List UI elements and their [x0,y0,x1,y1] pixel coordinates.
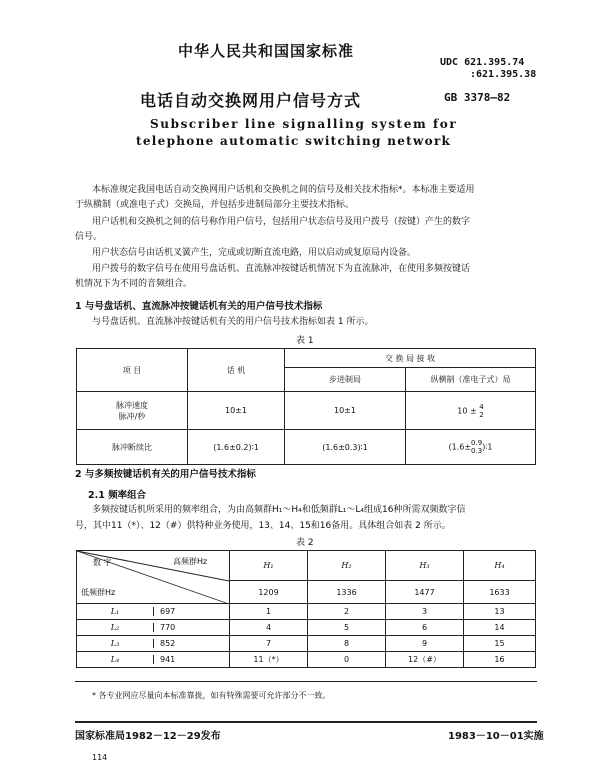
section-2-text-line2: 号，其中11（*）、12（#）供特种业务使用，13、14、15和16备用。具体组合如表 2 所示。 [75,521,451,531]
table-2-low-group-cell [77,636,230,652]
footnote: * 各专业网应尽量向本标准靠拢，如有特殊需要可允许部分不一致。 [92,691,331,700]
intro-paragraph-3: 用户状态信号由话机叉簧产生，完成或切断直流电路，用以启动或复原局内设备。 [92,248,417,258]
standard-organization: 中华人民共和国国家标准 [178,42,355,60]
table-2-h1-freq: 1209 [230,581,308,604]
table-2-low-group-cell [77,604,230,620]
digit-cell: 15 [464,636,536,652]
intro-paragraph-2-line2: 信号。 [75,232,103,242]
digit-cell: 4 [230,620,308,636]
table-1-header-crossbar: 纵横制（准电子式）局 [406,368,536,392]
document-title-english-line2: telephone automatic switching network [136,134,452,148]
digit-cell: 2 [308,604,386,620]
tolerance-plus: 0.9 [471,439,483,447]
table-1-pulse-speed-crossbar [406,392,536,430]
table-1-header-step-by-step: 步进制局 [285,368,406,392]
digit-cell: 7 [230,636,308,652]
corner-digit-label: 数 字 [93,558,112,567]
digit-cell: 1 [230,604,308,620]
table-2-h1-label: H₁ [230,551,308,581]
section-1-text: 与号盘话机、直流脉冲按键话机有关的用户信号技术指标如表 1 所示。 [92,317,374,327]
tolerance-plus: 4 [479,402,484,411]
table-1-caption: 表 1 [296,336,314,346]
table-2-h3-freq: 1477 [386,581,464,604]
digit-cell: 6 [386,620,464,636]
low-group-freq: 697 [160,607,176,616]
intro-paragraph-4-line2: 机情况下为不同的音频组合。 [75,279,193,289]
digit-cell: 8 [308,636,386,652]
gb-standard-number: GB 3378—82 [444,91,511,104]
page-number: 114 [92,753,108,762]
table-1-header-exchange: 交 换 局 接 收 [285,349,536,368]
corner-high-group-label: 高频群Hz [173,557,208,566]
digit-cell: 0 [308,652,386,668]
table-1-break-ratio-step: (1.6±0.3)∶1 [285,430,406,465]
pulse-speed-label: 脉冲速度 [116,400,148,410]
low-group-label: L₄ [77,655,154,664]
corner-low-group-label: 低频群Hz [81,588,116,597]
table-1-row-break-ratio-label: 脉冲断续比 [77,430,188,465]
udc-code-line1: UDC 621.395.74 [440,57,525,68]
table-row [77,652,536,668]
pulse-speed-crossbar-tolerance [479,403,483,419]
section-2-heading: 2 与多频按键话机有关的用户信号技术指标 [75,469,256,480]
table-1-header-phone: 话 机 [188,349,285,392]
section-1-heading: 1 与号盘话机、直流脉冲按键话机有关的用户信号技术指标 [75,301,323,312]
intro-paragraph-2-line1: 用户话机和交换机之间的信号称作用户信号，包括用户状态信号及用户拨号（按键）产生的数字 [92,217,471,227]
table-1-header-item: 项 目 [77,349,188,392]
table-1 [76,348,536,465]
break-ratio-crossbar-post: )∶1 [482,442,493,452]
low-group-freq: 941 [160,655,176,664]
table-2-low-group-cell [77,620,230,636]
section-2-1-heading: 2.1 频率组合 [88,490,147,501]
table-2-h3-label: H₃ [386,551,464,581]
low-group-freq: 770 [160,623,176,632]
table-2-corner-cell [77,551,230,604]
pulse-speed-unit: 脉冲/秒 [118,411,146,421]
digit-cell: 16 [464,652,536,668]
implementation-date: 1983－10－01实施 [448,731,544,742]
table-1-break-ratio-crossbar [406,430,536,465]
table-2-h2-label: H₂ [308,551,386,581]
low-group-label: L₃ [77,639,154,648]
low-group-freq: 852 [160,639,176,648]
intro-paragraph-4-line1: 用户拨号的数字信号在使用号盘话机、直流脉冲按键话机情况下为直流脉冲，在使用多频按键话 [92,264,471,274]
low-group-label: L₂ [77,623,154,632]
table-1-pulse-speed-phone: 10±1 [188,392,285,430]
table-row [77,604,536,620]
digit-cell: 9 [386,636,464,652]
table-2-h2-freq: 1336 [308,581,386,604]
table-2-h4-label: H₄ [464,551,536,581]
intro-paragraph-1-line2: 于纵横制（或准电子式）交换局，并包括步进制局部分主要技术指标。 [75,200,355,210]
digit-cell: 3 [386,604,464,620]
footer-divider [75,721,537,723]
table-1-pulse-speed-step: 10±1 [285,392,406,430]
udc-code-line2: :621.395.38 [470,69,537,80]
table-2-caption: 表 2 [296,538,314,548]
break-ratio-crossbar-pre: (1.6± [448,442,472,452]
digit-cell: 13 [464,604,536,620]
digit-cell: 12（#） [386,652,464,668]
digit-cell: 5 [308,620,386,636]
digit-cell: 14 [464,620,536,636]
table-2-low-group-cell [77,652,230,668]
table-row [77,620,536,636]
document-title-english-line1: Subscriber line signalling system for [150,117,458,131]
digit-cell: 11（*） [230,652,308,668]
table-row [77,636,536,652]
issue-date: 国家标准局1982－12－29发布 [75,731,221,742]
table-1-row-pulse-speed-label [77,392,188,430]
tolerance-minus: 0.3 [471,447,483,455]
break-ratio-crossbar-tolerance [471,439,482,455]
tolerance-minus: 2 [479,410,484,419]
document-title-chinese: 电话自动交换网用户信号方式 [140,91,362,110]
intro-paragraph-1-line1: 本标准规定我国电话自动交换网用户话机和交换机之间的信号及相关技术指标*。本标准主要适用 [92,185,475,195]
table-2-h4-freq: 1633 [464,581,536,604]
footnote-divider [75,681,537,682]
section-2-text-line1: 多频按键话机所采用的频率组合，为由高频群H₁～H₄和低频群L₁～L₄组成16种所需双频数字信 [92,505,466,515]
table-2 [76,550,536,668]
pulse-speed-crossbar-base: 10 ± [457,406,477,415]
table-1-break-ratio-phone: (1.6±0.2)∶1 [188,430,285,465]
low-group-label: L₁ [77,607,154,616]
